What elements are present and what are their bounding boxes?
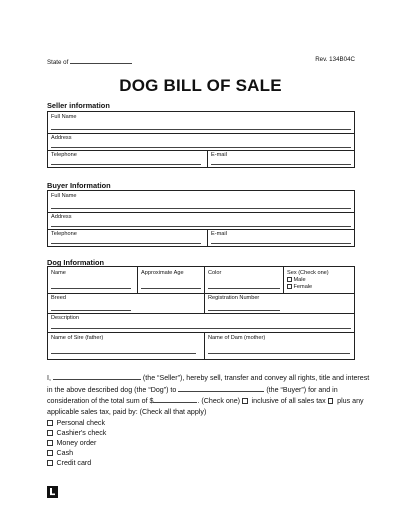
buyer-telephone-field[interactable] (51, 243, 201, 244)
checkbox[interactable] (47, 420, 53, 426)
buyer-telephone-label: Telephone (51, 231, 77, 237)
inclusive-tax-checkbox[interactable] (242, 398, 248, 404)
buyer-email-label: E-mail (211, 231, 227, 237)
buyer-address-field[interactable] (51, 226, 351, 227)
buyer-full-name-field[interactable] (51, 208, 351, 209)
dog-registration-field[interactable] (208, 310, 280, 311)
buyer-box (47, 190, 355, 247)
sex-female-option[interactable]: Female (287, 284, 312, 291)
state-line (47, 56, 132, 67)
state-label: State of (47, 59, 69, 66)
seller-email-label: E-mail (211, 152, 227, 158)
dog-description-field[interactable] (51, 328, 351, 329)
dog-box (47, 266, 355, 360)
checkbox[interactable] (47, 450, 53, 456)
buyer-full-name-label: Full Name (51, 193, 77, 199)
checkbox[interactable] (47, 460, 53, 466)
seller-email-field[interactable] (211, 164, 351, 165)
dog-heading: Dog Information (47, 258, 105, 267)
dog-sire-label: Name of Sire (father) (51, 335, 104, 341)
seller-full-name-label: Full Name (51, 114, 77, 120)
payment-option-personal-check[interactable]: Personal check (47, 419, 105, 428)
sale-amount-blank[interactable] (153, 395, 197, 403)
dog-description-label: Description (51, 315, 79, 321)
seller-address-label: Address (51, 135, 72, 141)
female-checkbox[interactable] (287, 284, 292, 289)
dog-dam-field[interactable] (208, 353, 350, 354)
revision-number: Rev. 134B04C (315, 56, 355, 63)
state-field[interactable] (70, 56, 132, 64)
seller-box (47, 111, 355, 168)
dog-age-label: Approximate Age (141, 270, 184, 276)
payment-option-cash[interactable]: Cash (47, 449, 73, 458)
sex-male-option[interactable]: Male (287, 277, 306, 284)
buyer-name-blank[interactable] (178, 384, 264, 392)
payment-option-cashiers-check[interactable]: Cashier's check (47, 429, 106, 438)
dog-name-field[interactable] (51, 288, 131, 289)
seller-telephone-field[interactable] (51, 164, 201, 165)
dog-registration-label: Registration Number (208, 295, 260, 301)
seller-telephone-label: Telephone (51, 152, 77, 158)
sale-statement: I, (the “Seller”), hereby sell, transfer and convey all rights, title and interest in the above described dog (the “Dog”) to (the “Buyer”) for and in consideration of the total sum of $ . (Check one) inclusive of all sales tax plus any applicable sales tax, paid by: (Check all that apply) (47, 374, 370, 416)
payment-option-money-order[interactable]: Money order (47, 439, 96, 448)
male-checkbox[interactable] (287, 277, 292, 282)
legal-templates-logo-icon (47, 486, 58, 498)
dog-sire-field[interactable] (51, 353, 196, 354)
dog-color-label: Color (208, 270, 222, 276)
payment-option-credit-card[interactable]: Credit card (47, 459, 91, 468)
dog-sex-label: Sex (Check one) (287, 270, 329, 276)
checkbox[interactable] (47, 440, 53, 446)
buyer-email-field[interactable] (211, 243, 351, 244)
checkbox[interactable] (47, 430, 53, 436)
seller-address-field[interactable] (51, 147, 351, 148)
dog-dam-label: Name of Dam (mother) (208, 335, 266, 341)
buyer-address-label: Address (51, 214, 72, 220)
dog-age-field[interactable] (141, 288, 201, 289)
seller-name-blank[interactable] (53, 372, 141, 380)
dog-color-field[interactable] (208, 288, 280, 289)
dog-name-label: Name (51, 270, 66, 276)
plus-tax-checkbox[interactable] (328, 398, 334, 404)
document-title: DOG BILL OF SALE (119, 76, 282, 95)
buyer-heading: Buyer Information (47, 181, 111, 190)
seller-heading: Seller information (47, 101, 110, 110)
dog-breed-label: Breed (51, 295, 66, 301)
dog-breed-field[interactable] (51, 310, 131, 311)
seller-full-name-field[interactable] (51, 129, 351, 130)
